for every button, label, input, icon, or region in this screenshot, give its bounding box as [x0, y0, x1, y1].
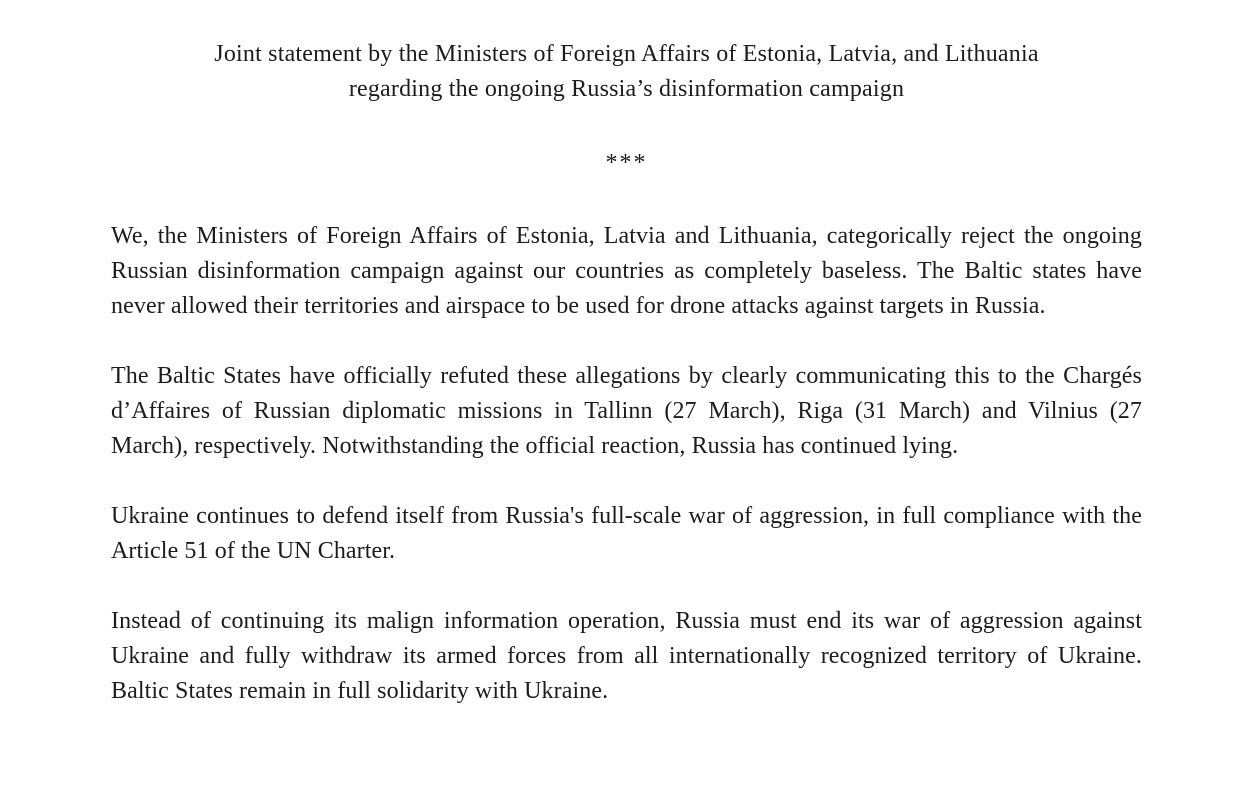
title-line-2: regarding the ongoing Russia’s disinformation campaign — [348, 76, 905, 102]
title-line-1: Joint statement by the Ministers of Foreign Affairs of Estonia, Latvia, and Lithuania — [214, 41, 1039, 67]
paragraph-ukraine-defense: Ukraine continues to defend itself from Russia's full-scale war of aggression, in full compliance with the Article 51 of the UN Charter. — [111, 503, 1142, 564]
paragraph-rejection: We, the Ministers of Foreign Affairs of Estonia, Latvia and Lithuania, categorically reject the ongoing Russian disinformation campaign against our countries as completely baseless. The Baltic states have never allowed their territories and airspace to be used for drone attacks against targets in Russia. — [111, 223, 1142, 319]
paragraph-official-refutation: The Baltic States have officially refuted these allegations by clearly communicating this to the Chargés d’Affaires of Russian diplomatic missions in Tallinn (27 March), Riga (31 March) and Vilnius (27 March), respectively. Notwithstanding the official reaction, Russia has continued lying. — [111, 363, 1142, 459]
asterisk-separator: *** — [605, 150, 648, 176]
document-body — [111, 219, 1142, 709]
document-title — [111, 37, 1142, 107]
paragraph-solidarity: Instead of continuing its malign information operation, Russia must end its war of aggression against Ukraine and fully withdraw its armed forces from all internationally recognized territory of Ukraine. Baltic States remain in full solidarity with Ukraine. — [111, 608, 1142, 704]
